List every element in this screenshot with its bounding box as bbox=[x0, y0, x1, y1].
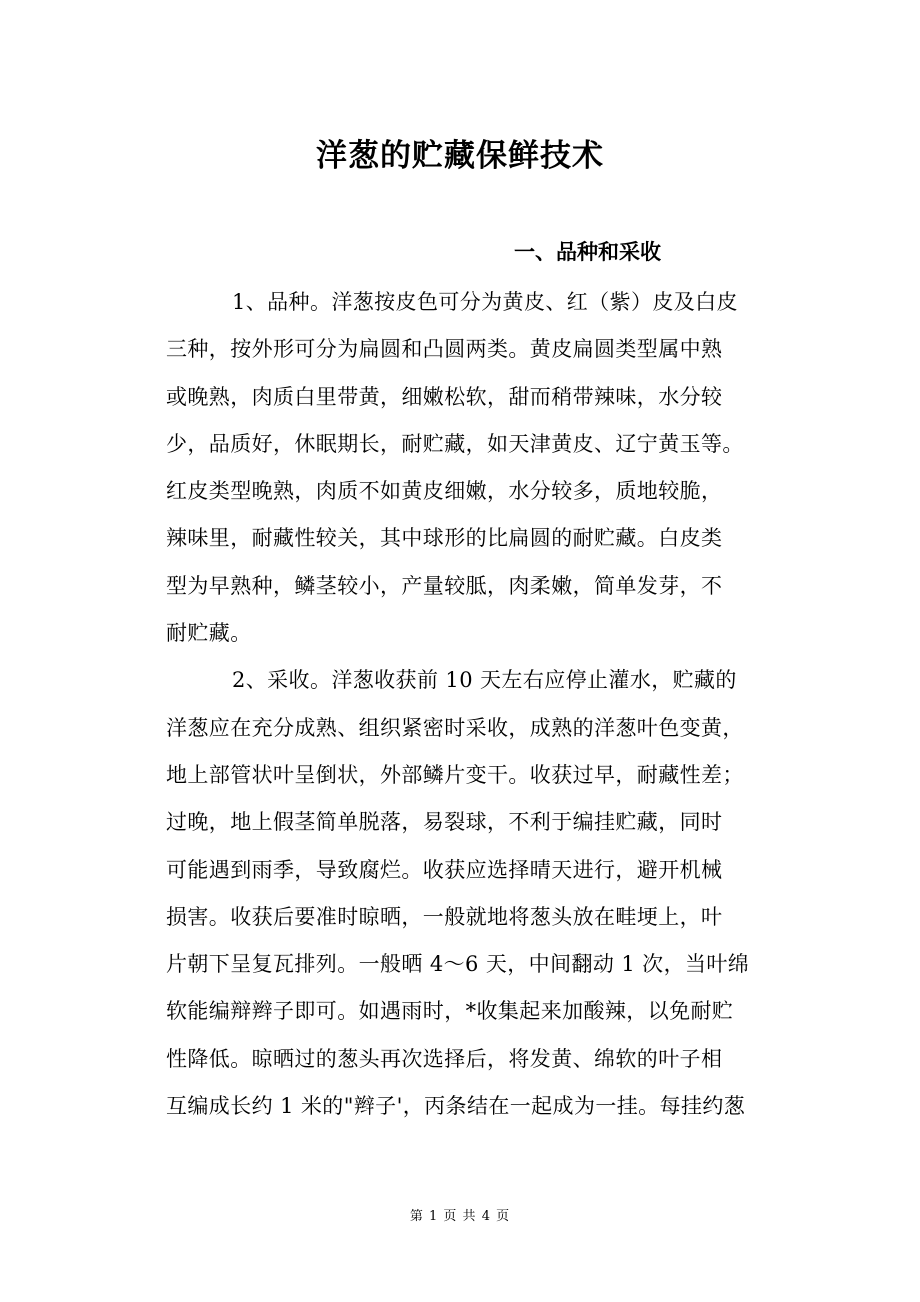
text-line: 少，品质好，休眠期长，耐贮藏，如天津黄皮、辽宁黄玉等。 bbox=[166, 431, 744, 456]
text-line: 红皮类型晚熟，肉质不如黄皮细嫩，水分较多，质地较脆， bbox=[166, 479, 723, 504]
body-text bbox=[166, 282, 796, 1133]
text-line: 可能遇到雨季，导致腐烂。收获应选择晴天进行，避开机械 bbox=[166, 857, 723, 882]
text-line: 过晚，地上假茎简单脱落，易裂球，不利于编挂贮藏，同时 bbox=[166, 810, 723, 835]
text-line: 三种，按外形可分为扁圆和凸圆两类。黄皮扁圆类型属中熟 bbox=[166, 337, 723, 362]
text-line: 2、采收。洋葱收获前 10 天左右应停止灌水，贮藏的 bbox=[232, 668, 737, 693]
section-heading: 一、品种和采收 bbox=[514, 239, 661, 264]
text-line: 耐贮藏。 bbox=[166, 621, 252, 646]
text-line: 辣味里，耐藏性较关，其中球形的比扁圆的耐贮藏。白皮类 bbox=[166, 526, 723, 551]
text-line: 性降低。晾晒过的葱头再次选择后，将发黄、绵软的叶子相 bbox=[166, 1046, 723, 1071]
text-line: 互编成长约 1 米的"辫子'，丙条结在一起成为一挂。每挂约葱 bbox=[166, 1094, 746, 1119]
text-line: 软能编辩辫子即可。如遇雨时，*收集起来加酸辣，以免耐贮 bbox=[166, 999, 734, 1024]
page-footer: 第 1 页 共 4 页 bbox=[409, 1209, 511, 1224]
text-line: 型为早熟种，鳞茎较小，产量较胝，肉柔嫩，简单发芽，不 bbox=[166, 573, 723, 598]
text-line: 洋葱应在充分成熟、组织紧密时采收，成熟的洋葱叶色变黄， bbox=[166, 715, 744, 740]
document-title: 洋葱的贮藏保鲜技术 bbox=[316, 138, 604, 174]
text-line: 片朝下呈复瓦排列。一般晒 4～6 天，中间翻动 1 次，当叶绵 bbox=[166, 952, 750, 977]
text-line: 损害。收获后要准时晾晒，一般就地将葱头放在畦埂上，叶 bbox=[166, 904, 723, 929]
text-line: 地上部管状叶呈倒状，外部鳞片变干。收获过早，耐藏性差； bbox=[166, 762, 744, 787]
text-line: 1、品种。洋葱按皮色可分为黄皮、红（紫）皮及白皮 bbox=[232, 290, 738, 314]
text-line: 或晚熟，肉质白里带黄，细嫩松软，甜而稍带辣味，水分较 bbox=[166, 384, 723, 409]
